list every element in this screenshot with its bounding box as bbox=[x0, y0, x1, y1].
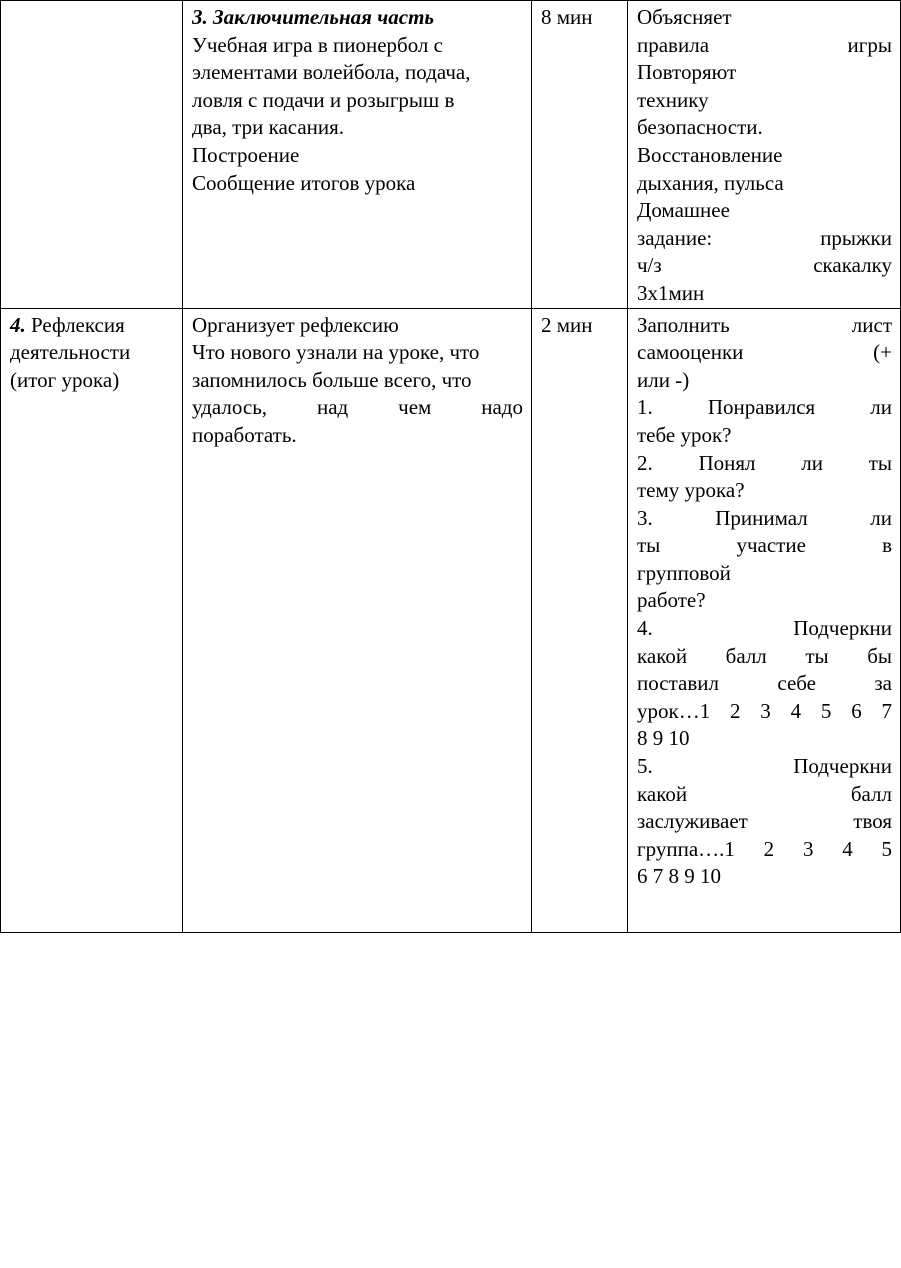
action-line: Объясняет bbox=[637, 5, 732, 29]
stage-number: 4. bbox=[10, 312, 26, 337]
action-line: 4. Подчеркни bbox=[637, 616, 892, 641]
content-line: ловля с подачи и розыгрыш в bbox=[192, 87, 455, 112]
action-line: дыхания, пульса bbox=[637, 170, 784, 195]
action-line: правила игры bbox=[637, 32, 892, 57]
action-line: безопасности. bbox=[637, 115, 763, 140]
table-row-final-part bbox=[1, 1, 901, 309]
action-line: групповой bbox=[637, 560, 731, 585]
content-line: элементами волейбола, подача, bbox=[192, 60, 471, 85]
action-line: какой балл ты бы bbox=[637, 643, 892, 668]
content-line: Организует рефлексию bbox=[192, 312, 399, 337]
table-row-reflection bbox=[1, 308, 901, 932]
action-line: 8 9 10 bbox=[637, 726, 690, 751]
action-line: ч/з скакалку bbox=[637, 253, 892, 278]
content-line: Что нового узнали на уроке, что bbox=[192, 340, 480, 365]
action-line: 2. Понял ли ты bbox=[637, 450, 892, 475]
content-cell bbox=[183, 1, 532, 309]
actions-cell bbox=[628, 308, 901, 932]
duration-text: 2 мин bbox=[541, 312, 593, 337]
stage-line: (итог урока) bbox=[10, 367, 120, 392]
content-line: Учебная игра в пионербол с bbox=[192, 32, 443, 57]
stage-line bbox=[10, 312, 174, 340]
action-line: Восстановление bbox=[637, 142, 783, 167]
action-line: работе? bbox=[637, 588, 706, 613]
action-line: Заполнить лист bbox=[637, 312, 892, 337]
content-line: удалось, над чем надо bbox=[192, 395, 523, 420]
action-line: поставил себе за bbox=[637, 671, 892, 696]
stage-name: Рефлексия bbox=[31, 312, 125, 337]
content-line: поработать. bbox=[192, 422, 297, 447]
duration-cell bbox=[532, 308, 628, 932]
stage-cell bbox=[1, 1, 183, 309]
action-line: 6 7 8 9 10 bbox=[637, 864, 721, 889]
action-line: технику bbox=[637, 87, 709, 112]
stage-line: деятельности bbox=[10, 340, 131, 365]
action-line: Домашнее bbox=[637, 198, 730, 223]
action-line: 1. Понравился ли bbox=[637, 395, 892, 420]
content-line: запомнилось больше всего, что bbox=[192, 367, 472, 392]
duration-text: 8 мин bbox=[541, 5, 593, 29]
action-line: группа….1 2 3 4 5 bbox=[637, 836, 892, 861]
section-title: 3. Заключительная часть bbox=[192, 5, 435, 29]
content-line: Построение bbox=[192, 142, 300, 167]
action-line: какой балл bbox=[637, 781, 892, 806]
action-line: 3. Принимал ли bbox=[637, 505, 892, 530]
duration-cell bbox=[532, 1, 628, 309]
action-line: заслуживает твоя bbox=[637, 809, 892, 834]
content-line: два, три касания. bbox=[192, 115, 345, 140]
action-line: тебе урок? bbox=[637, 422, 732, 447]
action-line: урок…1 2 3 4 5 6 7 bbox=[637, 698, 892, 723]
content-cell bbox=[183, 308, 532, 932]
content-line: Сообщение итогов урока bbox=[192, 170, 416, 195]
action-line: 5. Подчеркни bbox=[637, 754, 892, 779]
action-line: задание: прыжки bbox=[637, 225, 892, 250]
action-line: Повторяют bbox=[637, 60, 737, 85]
action-line: тему урока? bbox=[637, 478, 745, 503]
action-line: 3х1мин bbox=[637, 280, 705, 305]
action-line: самооценки (+ bbox=[637, 340, 892, 365]
action-line: или -) bbox=[637, 367, 690, 392]
action-line: ты участие в bbox=[637, 533, 892, 558]
actions-cell bbox=[628, 1, 901, 309]
stage-cell bbox=[1, 308, 183, 932]
